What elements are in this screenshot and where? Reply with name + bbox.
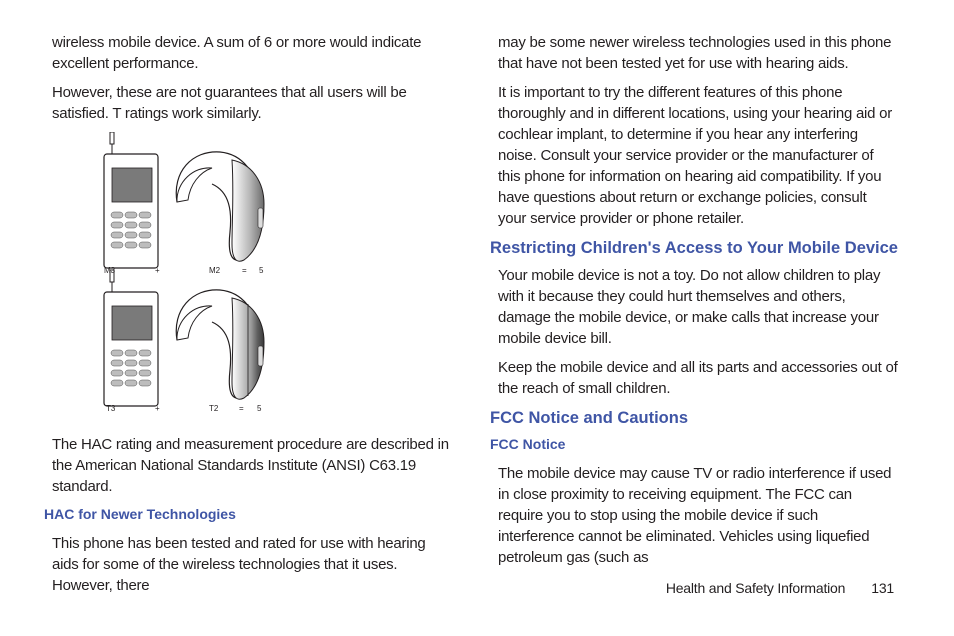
equals-sign: = — [239, 404, 244, 413]
phone-rating-label: T3 — [106, 404, 116, 413]
paragraph: wireless mobile device. A sum of 6 or more would indicate excellent performance. — [52, 34, 422, 72]
paragraph: The HAC rating and measurement procedure are described in the American National Standards Institute (ANSI) C63.19 standard. — [52, 436, 449, 495]
hac-illustration — [52, 132, 282, 428]
equals-sign: = — [242, 266, 247, 275]
aid-rating-label: T2 — [209, 404, 219, 413]
right-column — [490, 32, 898, 576]
paragraph: It is important to try the different features of this phone thoroughly and in different locations, using your hearing aid or cochlear implant, to determine if you hear any interfering noise. Consult your service provider or the manufacturer of this phone for information on hearing aid compatibility. If you have questions about return or exchange policies, consult your service provider or phone retailer. — [498, 84, 892, 227]
page-number: 131 — [871, 580, 894, 596]
hac-rating-figure — [52, 132, 454, 428]
paragraph: The mobile device may cause TV or radio interference if used in close proximity to receiving equipment. The FCC can require you to stop using the mobile device if such interference cannot be eliminated. Vehicles using liquefied petroleum gas (such as — [498, 465, 892, 566]
section-heading: HAC for Newer Technologies — [44, 506, 236, 522]
aid-rating-label: M2 — [209, 266, 221, 275]
section-heading: Restricting Children's Access to Your Mobile Device — [490, 239, 898, 257]
hearing-aid-icon — [176, 290, 264, 399]
paragraph: Your mobile device is not a toy. Do not allow children to play with it because they could hurt themselves and others, damage the mobile device, or make calls that increase your mobile device bill. — [498, 267, 881, 347]
subsection-heading: FCC Notice — [490, 436, 566, 452]
paragraph: However, these are not guarantees that all users will be satisfied. T ratings work similarly. — [52, 84, 407, 122]
footer-section-title: Health and Safety Information — [665, 580, 846, 596]
paragraph: may be some newer wireless technologies used in this phone that have not been tested yet for use with hearing aids. — [498, 34, 892, 72]
page-footer — [666, 580, 894, 596]
left-column — [44, 32, 454, 604]
phone-rating-label: M3 — [104, 266, 116, 275]
section-heading: FCC Notice and Cautions — [490, 409, 689, 427]
sum-value: 5 — [259, 266, 264, 275]
paragraph: Keep the mobile device and all its parts and accessories out of the reach of small children. — [498, 359, 898, 397]
paragraph: This phone has been tested and rated for use with hearing aids for some of the wireless technologies that it uses. However, there — [52, 535, 426, 594]
plus-sign: + — [155, 266, 160, 275]
mobile-phone-icon — [104, 132, 158, 268]
hearing-aid-icon — [176, 152, 264, 261]
mobile-phone-icon — [104, 270, 158, 406]
plus-sign: + — [155, 404, 160, 413]
sum-value: 5 — [257, 404, 262, 413]
